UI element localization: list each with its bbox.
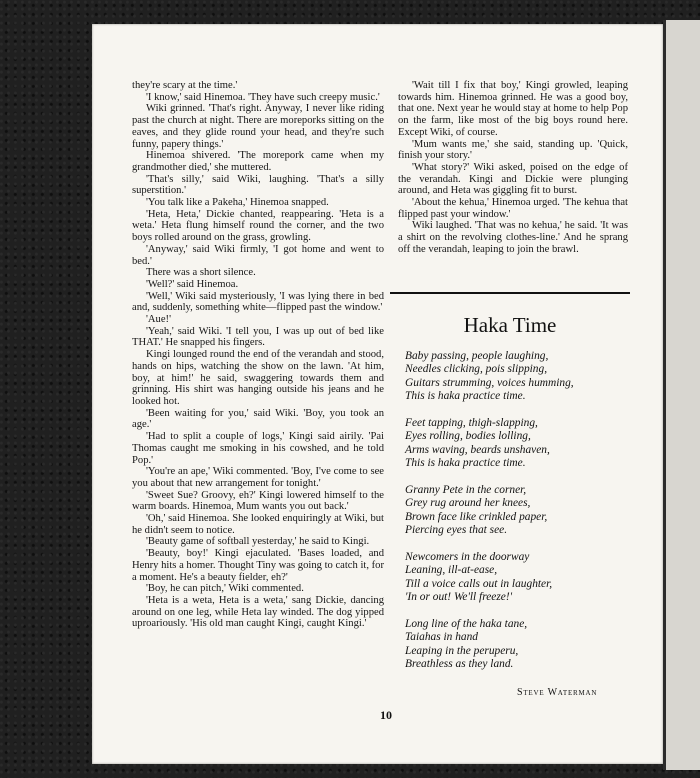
poem-line: Leaning, ill-at-ease, [405, 564, 498, 577]
poem-line: Breathless as they land. [405, 658, 514, 671]
poem-line: Granny Pete in the corner, [405, 484, 527, 497]
paragraph: 'What story?' Wiki asked, poised on the edge of the verandah. Kingi and Dickie were plunging around, and Heta was giggling fit to burst. [398, 161, 628, 197]
poem-stanza [405, 350, 635, 404]
page-number: 10 [380, 708, 392, 722]
poem-line: This is haka practice time. [405, 390, 526, 403]
poem-line: Guitars strumming, voices humming, [405, 376, 574, 389]
poem-line: Baby passing, people laughing, [405, 350, 549, 362]
poem-line: Till a voice calls out in laughter, [405, 577, 553, 590]
paragraph: they're scary at the time.' [132, 80, 238, 91]
paragraph: 'Anyway,' said Wiki firmly, 'I got home and went to bed.' [132, 243, 384, 267]
paragraph: 'Yeah,' said Wiki. 'I tell you, I was up out of bed like THAT.' He snapped his fingers. [132, 325, 384, 349]
paragraph: 'You talk like a Pakeha,' Hinemoa snapped. [146, 197, 329, 209]
poem-stanza [405, 618, 635, 672]
poem-title: Haka Time [463, 313, 557, 337]
paragraph: 'Wait till I fix that boy,' Kingi growled, leaping towards him. Hinemoa grinned. He was a good boy, that one. Next year he would stay at home to help Pop on the farm, like most of the big boys round here. Except Wiki, of course. [398, 80, 628, 138]
paragraph: 'That's silly,' said Wiki, laughing. 'That's a silly superstition.' [132, 173, 384, 197]
paragraph: 'You're an ape,' Wiki commented. 'Boy, I've come to see you about that new arrangement for tonight.' [132, 466, 384, 489]
paragraph: 'Boy, he can pitch,' Wiki commented. [146, 583, 304, 595]
poem-line: Taiahas in hand [405, 631, 479, 644]
paragraph: Kingi lounged round the end of the verandah and stood, hands on hips, watching the show on the lawn. 'At him, boy, at him!' he said, swaggering towards them and grinning. His shirt was hanging outside his jeans and he looked hot. [132, 349, 384, 407]
poem-line: Leaping in the peruperu, [405, 644, 519, 657]
poem-author: Steve Waterman [517, 687, 598, 698]
paragraph: 'About the kehua,' Hinemoa urged. 'The kehua that flipped past your window.' [398, 197, 628, 220]
poem-line: Newcomers in the doorway [405, 551, 530, 564]
paragraph: 'Had to split a couple of logs,' Kingi said airily. 'Pai Thomas caught me smoking in his cowshed, and he told Pop.' [132, 431, 384, 466]
paragraph: 'Beauty game of softball yesterday,' he said to Kingi. [146, 536, 370, 548]
poem-line: Needles clicking, pois slipping, [405, 363, 548, 376]
facing-page-edge [663, 20, 700, 770]
paragraph: 'Mum wants me,' she said, standing up. 'Quick, finish your story.' [398, 138, 628, 162]
poem-line: Long line of the haka tane, [405, 618, 528, 631]
paragraph: Hinemoa shivered. 'The morepork came when my grandmother died,' she muttered. [132, 150, 384, 173]
paragraph: 'Beauty, boy!' Kingi ejaculated. 'Bases loaded, and Henry hits a homer. Thought Tiny was going to catch it, for a moment. He's a beauty fielder, eh?' [132, 548, 384, 583]
paragraph: 'Well?' said Hinemoa. [146, 278, 239, 290]
story-column-left [132, 80, 384, 630]
paragraph: 'Been waiting for you,' said Wiki. 'Boy, you took an age.' [132, 407, 384, 431]
paragraph: 'Well,' Wiki said mysteriously, 'I was lying there in bed and, suddenly, something white—flipped past the window.' [132, 290, 384, 314]
poem-line: Grey rug around her knees, [405, 497, 531, 510]
paragraph: 'Sweet Sue? Groovy, eh?' Kingi lowered himself to the warm boards. Hinemoa, Mum wants you out back.' [132, 489, 384, 513]
poem-line: Piercing eyes that see. [405, 524, 508, 537]
poem-stanza [405, 551, 635, 605]
paragraph: Wiki grinned. 'That's right. Anyway, I never like riding past the church at night. There are moreporks sitting on the eaves, and they glide round your head, and they're such funny, papery things.' [132, 103, 384, 150]
paragraph: 'Heta, Heta,' Dickie chanted, reappearing. 'Heta is a weta.' Heta flung himself round the corner, and the two boys rolled around on the grass, growling. [132, 208, 384, 244]
section-divider [390, 292, 630, 294]
poem-line: 'In or out! We'll freeze!' [405, 591, 513, 604]
poem-line: Brown face like crinkled paper, [405, 510, 548, 523]
poem-stanza [405, 484, 635, 538]
poem-stanza [405, 417, 635, 471]
poem-line: This is haka practice time. [405, 457, 526, 470]
paragraph: There was a short silence. [146, 267, 256, 279]
paragraph: 'I know,' said Hinemoa. 'They have such creepy music.' [146, 91, 380, 103]
paragraph: 'Heta is a weta, Heta is a weta,' sang Dickie, dancing around on one leg, while Heta lay winded. The dog yipped uproariously. 'His old man caught Kingi, caught Kingi.' [132, 594, 384, 630]
paragraph: 'Oh,' said Hinemoa. She looked enquiringly at Wiki, but he didn't seem to notice. [132, 513, 384, 536]
poem-body [405, 350, 635, 685]
poem-line: Eyes rolling, bodies lolling, [405, 430, 531, 443]
paragraph: Wiki laughed. 'That was no kehua,' he said. 'It was a shirt on the revolving clothes-line.' And he sprang off the verandah, leaping to join the brawl. [398, 220, 628, 255]
paragraph: 'Aue!' [146, 314, 171, 326]
poem-line: Feet tapping, thigh-slapping, [405, 417, 538, 430]
story-column-right [398, 80, 628, 256]
poem-line: Arms waving, beards unshaven, [405, 443, 550, 456]
